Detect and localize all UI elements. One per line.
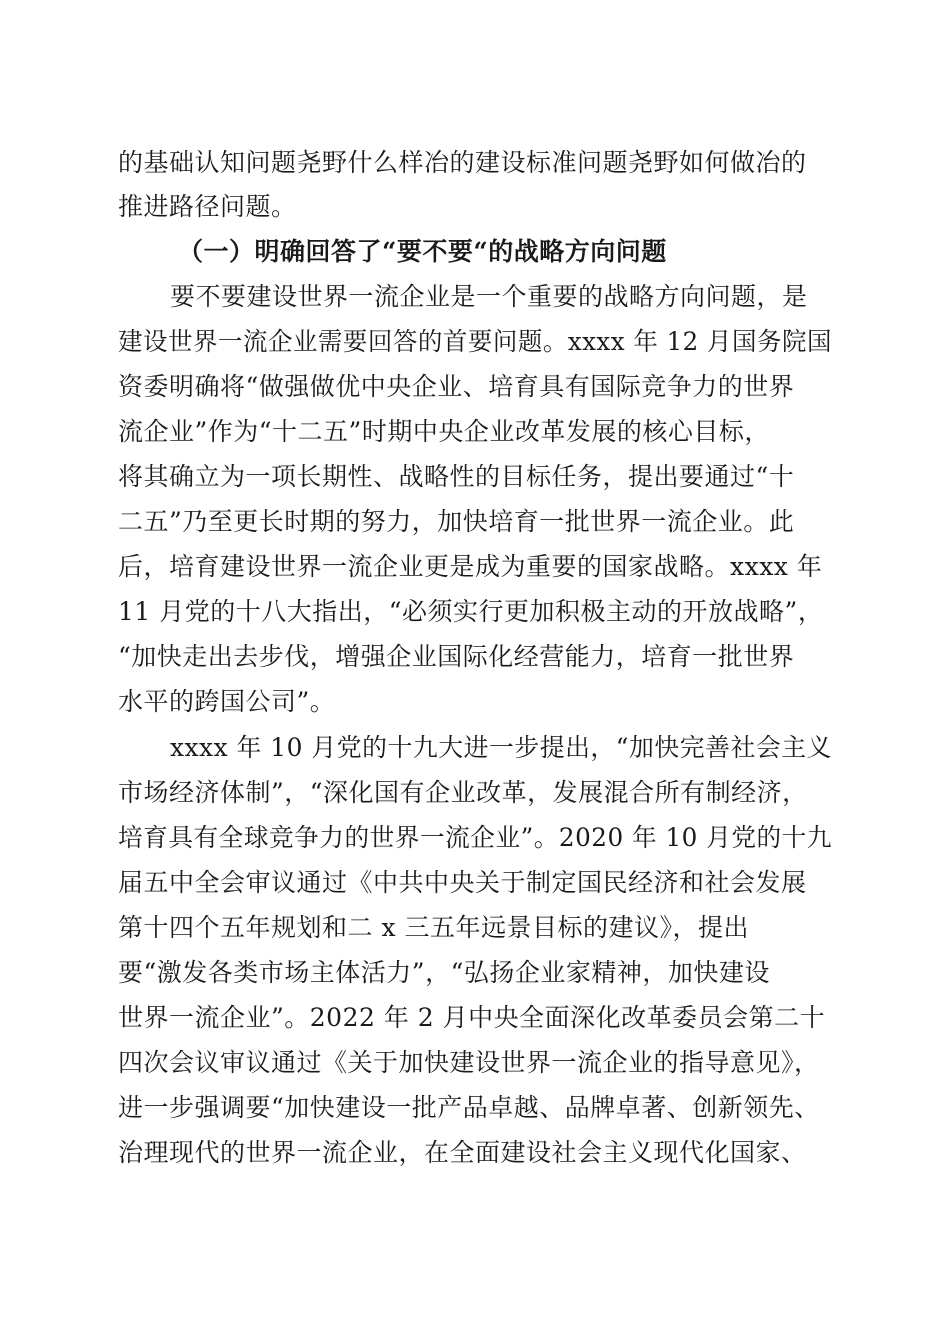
text-line-6: 资委明确将“做强做优中央企业、培育具有国际竞争力的世界 <box>118 372 795 401</box>
text-line-10: 后，培育建设世界一流企业更是成为重要的国家战略。xxxx 年 <box>118 552 823 581</box>
text-line-11: 11 月党的十八大指出，“必须实行更加积极主动的开放战略”， <box>118 597 824 626</box>
text-line-4: 要不要建设世界一流企业是一个重要的战略方向问题，是 <box>170 282 808 311</box>
text-line-7: 流企业”作为“十二五”时期中央企业改革发展的核心目标， <box>118 417 770 446</box>
text-line-2: 推进路径问题。 <box>118 192 297 221</box>
text-line-12: “加快走出去步伐，增强企业国际化经营能力，培育一批世界 <box>118 642 795 671</box>
text-line-5: 建设世界一流企业需要回答的首要问题。xxxx 年 12 月国务院国 <box>118 327 832 356</box>
text-line-19: 要“激发各类市场主体活力”，“弘扬企业家精神，加快建设 <box>118 958 770 987</box>
text-line-18: 第十四个五年规划和二 x 三五年远景目标的建议》，提出 <box>118 913 749 942</box>
text-line-21: 四次会议审议通过《关于加快建设世界一流企业的指导意见》， <box>118 1048 820 1077</box>
text-line-15: 市场经济体制”，“深化国有企业改革，发展混合所有制经济， <box>118 778 808 807</box>
text-line-16: 培育具有全球竞争力的世界一流企业”。2020 年 10 月党的十九 <box>118 823 833 852</box>
text-line-14: xxxx 年 10 月党的十九大进一步提出，“加快完善社会主义 <box>170 733 833 762</box>
section-heading: （一）明确回答了“要不要“的战略方向问题 <box>178 237 667 266</box>
text-line-17: 届五中全会审议通过《中共中央关于制定国民经济和社会发展 <box>118 868 807 897</box>
text-line-13: 水平的跨国公司”。 <box>118 687 336 716</box>
text-line-23: 治理现代的世界一流企业，在全面建设社会主义现代化国家、 <box>118 1138 807 1167</box>
text-line-22: 进一步强调要“加快建设一批产品卓越、品牌卓著、创新领先、 <box>118 1093 820 1122</box>
text-line-1: 的基础认知问题尧野什么样冶的建设标准问题尧野如何做冶的 <box>118 148 807 177</box>
text-line-9: 二五”乃至更长时期的努力，加快培育一批世界一流企业。此 <box>118 507 795 536</box>
text-line-20: 世界一流企业”。2022 年 2 月中央全面深化改革委员会第二十 <box>118 1003 826 1032</box>
text-line-8: 将其确立为一项长期性、战略性的目标任务，提出要通过“十 <box>118 462 795 491</box>
